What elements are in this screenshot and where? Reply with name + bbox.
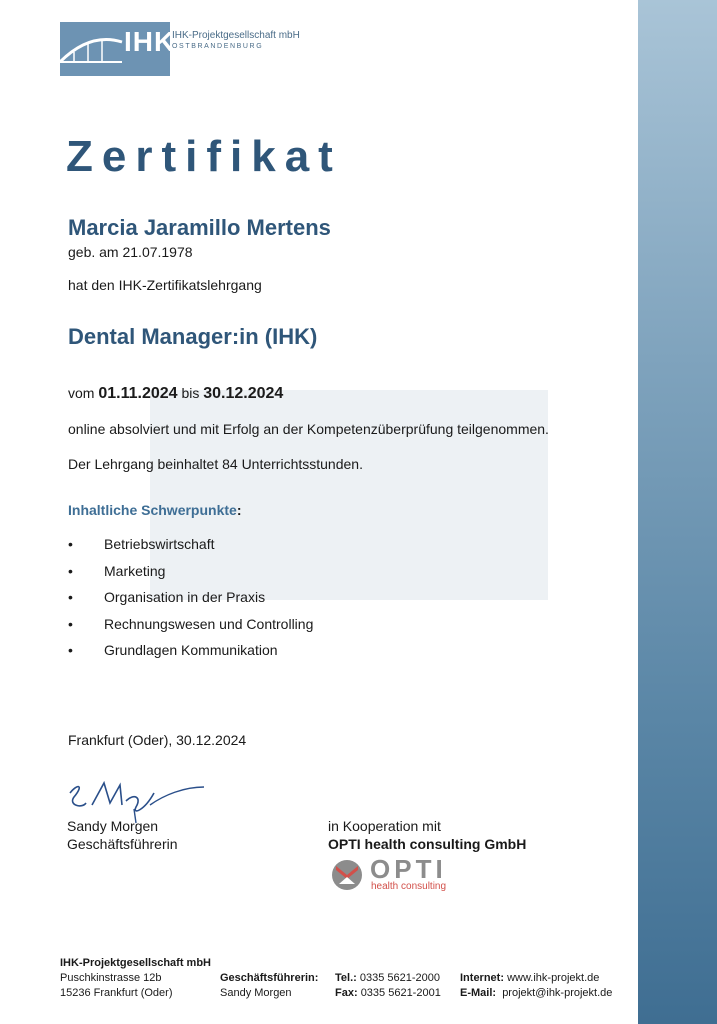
completion-text: online absolviert und mit Erfolg an der Kompetenzüberprüfung teilgenommen. [68, 421, 549, 437]
topics-heading-text: Inhaltliche Schwerpunkte [68, 502, 237, 518]
footer-phone [335, 971, 441, 1001]
footer-mail-label: E-Mail: [460, 987, 497, 999]
footer-mail-link[interactable]: projekt@ihk-projekt.de [502, 987, 613, 999]
signer-name: Sandy Morgen [67, 818, 159, 834]
topic-text: Organisation in der Praxis [104, 589, 266, 606]
bridge-icon [60, 22, 130, 76]
topic-text: Grundlagen Kommunikation [104, 642, 278, 659]
org-name-line: IHK-Projektgesellschaft mbH [172, 30, 300, 41]
footer-web [460, 971, 612, 1001]
footer-fax: 0335 5621-2001 [360, 987, 441, 999]
course-dates [68, 385, 283, 403]
bullet: • [68, 642, 73, 659]
bullet: • [68, 589, 73, 606]
cooperation-company: OPTI health consulting GmbH [328, 836, 527, 852]
footer-management [220, 971, 318, 1001]
org-name [172, 30, 300, 52]
footer-fax-label: Fax: [335, 987, 358, 999]
hours-text: Der Lehrgang beinhaltet 84 Unterrichtsstunden. [68, 456, 363, 472]
topic-text: Rechnungswesen und Controlling [104, 615, 314, 632]
topics-heading-colon: : [236, 502, 242, 518]
footer-tel: 0335 5621-2000 [359, 972, 440, 984]
footer-street: Puschkinstrasse 12b [60, 972, 162, 984]
footer-gf-name: Sandy Morgen [220, 987, 292, 999]
opti-logo [328, 856, 468, 896]
topic-text: Betriebswirtschaft [104, 536, 215, 552]
decorative-side-band [638, 0, 717, 1024]
footer-web-link[interactable]: www.ihk-projekt.de [507, 972, 600, 984]
signer-role: Geschäftsführerin [67, 836, 178, 852]
opti-emblem-icon [328, 856, 366, 894]
org-sub-line: OSTBRANDENBURG [172, 43, 264, 50]
date-from: 01.11.2024 [98, 385, 178, 402]
birth-date: geb. am 21.07.1978 [68, 244, 193, 260]
date-to: 30.12.2024 [203, 385, 284, 402]
topic-text: Marketing [104, 562, 166, 579]
date-mid: bis [181, 385, 200, 401]
footer-tel-label: Tel.: [335, 972, 357, 984]
topics-heading [68, 502, 242, 518]
footer-city: 15236 Frankfurt (Oder) [60, 987, 173, 999]
bullet: • [68, 536, 73, 552]
place-and-date: Frankfurt (Oder), 30.12.2024 [68, 732, 247, 748]
recipient-name: Marcia Jaramillo Mertens [68, 215, 331, 240]
ihk-logo-text: IHK [124, 26, 176, 57]
date-prefix: vom [68, 385, 95, 401]
cooperation-intro: in Kooperation mit [328, 818, 441, 834]
course-intro: hat den IHK-Zertifikatslehrgang [68, 277, 262, 293]
signer-block [67, 817, 178, 853]
opti-logo-word: OPTI [370, 854, 447, 884]
cooperation-block [328, 817, 526, 853]
certificate-title: Zertifikat [66, 132, 342, 181]
footer-gf-label: Geschäftsführerin: [220, 972, 319, 984]
bullet: • [68, 562, 73, 579]
bullet: • [68, 615, 73, 632]
ihk-logo [60, 22, 176, 76]
course-name: Dental Manager:in (IHK) [68, 324, 318, 349]
footer-address [60, 956, 211, 1001]
opti-logo-sub: health consulting [371, 881, 447, 892]
footer-web-label: Internet: [460, 972, 504, 984]
footer-org: IHK-Projektgesellschaft mbH [60, 957, 211, 969]
